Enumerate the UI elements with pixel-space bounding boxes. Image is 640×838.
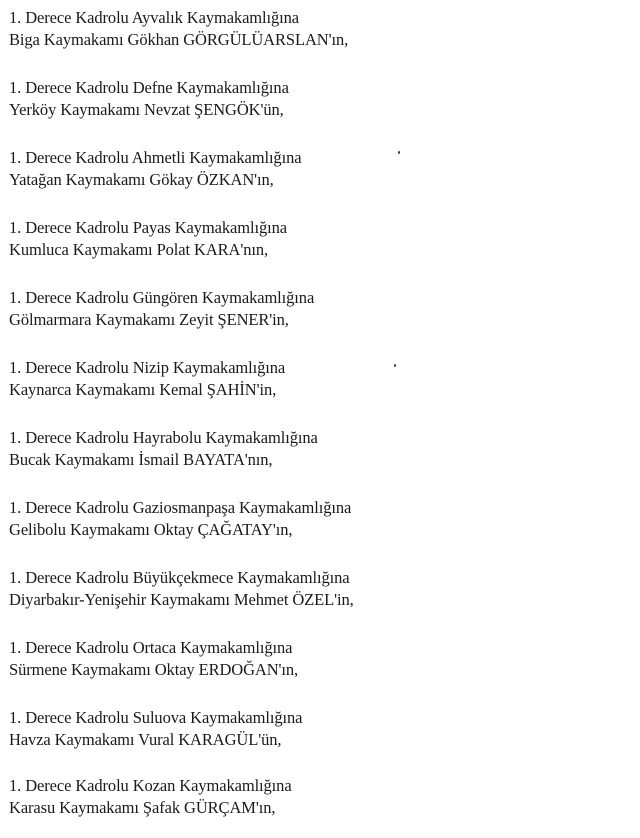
post-line: 1. Derece Kadrolu Ahmetli Kaymakamlığına bbox=[9, 148, 302, 167]
post-line: 1. Derece Kadrolu Güngören Kaymakamlığına bbox=[9, 288, 315, 307]
post-line: 1. Derece Kadrolu Büyükçekmece Kaymakamlığına bbox=[9, 568, 350, 587]
post-line: 1. Derece Kadrolu Suluova Kaymakamlığına bbox=[9, 708, 303, 727]
post-line: 1. Derece Kadrolu Ortaca Kaymakamlığına bbox=[9, 638, 293, 657]
post-line: 1. Derece Kadrolu Gaziosmanpaşa Kaymakamlığına bbox=[9, 498, 352, 517]
appointee-line: Yatağan Kaymakamı Gökay ÖZKAN'ın, bbox=[9, 170, 274, 189]
scan-speck bbox=[398, 151, 400, 154]
appointment-entry-7 bbox=[9, 427, 629, 471]
post-line: 1. Derece Kadrolu Ayvalık Kaymakamlığına bbox=[9, 8, 300, 27]
appointee-line: Gelibolu Kaymakamı Oktay ÇAĞATAY'ın, bbox=[9, 520, 293, 539]
post-line: 1. Derece Kadrolu Nizip Kaymakamlığına bbox=[9, 358, 286, 377]
appointee-line: Bucak Kaymakamı İsmail BAYATA'nın, bbox=[9, 450, 273, 469]
appointment-entry-5 bbox=[9, 287, 629, 331]
appointee-line: Havza Kaymakamı Vural KARAGÜL'ün, bbox=[9, 730, 282, 749]
appointment-entry-8 bbox=[9, 497, 629, 541]
appointee-line: Sürmene Kaymakamı Oktay ERDOĞAN'ın, bbox=[9, 660, 299, 679]
post-line: 1. Derece Kadrolu Payas Kaymakamlığına bbox=[9, 218, 287, 237]
appointee-line: Gölmarmara Kaymakamı Zeyit ŞENER'in, bbox=[9, 310, 289, 329]
appointee-line: Diyarbakır-Yenişehir Kaymakamı Mehmet ÖZEL'in, bbox=[9, 590, 354, 609]
appointment-entry-12 bbox=[9, 775, 629, 819]
post-line: 1. Derece Kadrolu Defne Kaymakamlığına bbox=[9, 78, 289, 97]
appointment-entry-1 bbox=[9, 7, 629, 51]
appointment-entry-10 bbox=[9, 637, 629, 681]
post-line: 1. Derece Kadrolu Hayrabolu Kaymakamlığına bbox=[9, 428, 318, 447]
appointee-line: Biga Kaymakamı Gökhan GÖRGÜLÜARSLAN'ın, bbox=[9, 30, 349, 49]
appointment-entry-4 bbox=[9, 217, 629, 261]
post-line: 1. Derece Kadrolu Kozan Kaymakamlığına bbox=[9, 776, 292, 795]
scan-speck bbox=[394, 364, 396, 367]
appointment-entry-11 bbox=[9, 707, 629, 751]
appointment-entry-9 bbox=[9, 567, 629, 611]
appointee-line: Kumluca Kaymakamı Polat KARA'nın, bbox=[9, 240, 269, 259]
appointee-line: Karasu Kaymakamı Şafak GÜRÇAM'ın, bbox=[9, 798, 276, 817]
appointee-line: Kaynarca Kaymakamı Kemal ŞAHİN'in, bbox=[9, 380, 277, 399]
appointment-entry-3 bbox=[9, 147, 629, 191]
appointment-entry-6 bbox=[9, 357, 629, 401]
appointment-entry-2 bbox=[9, 77, 629, 121]
appointee-line: Yerköy Kaymakamı Nevzat ŞENGÖK'ün, bbox=[9, 100, 284, 119]
